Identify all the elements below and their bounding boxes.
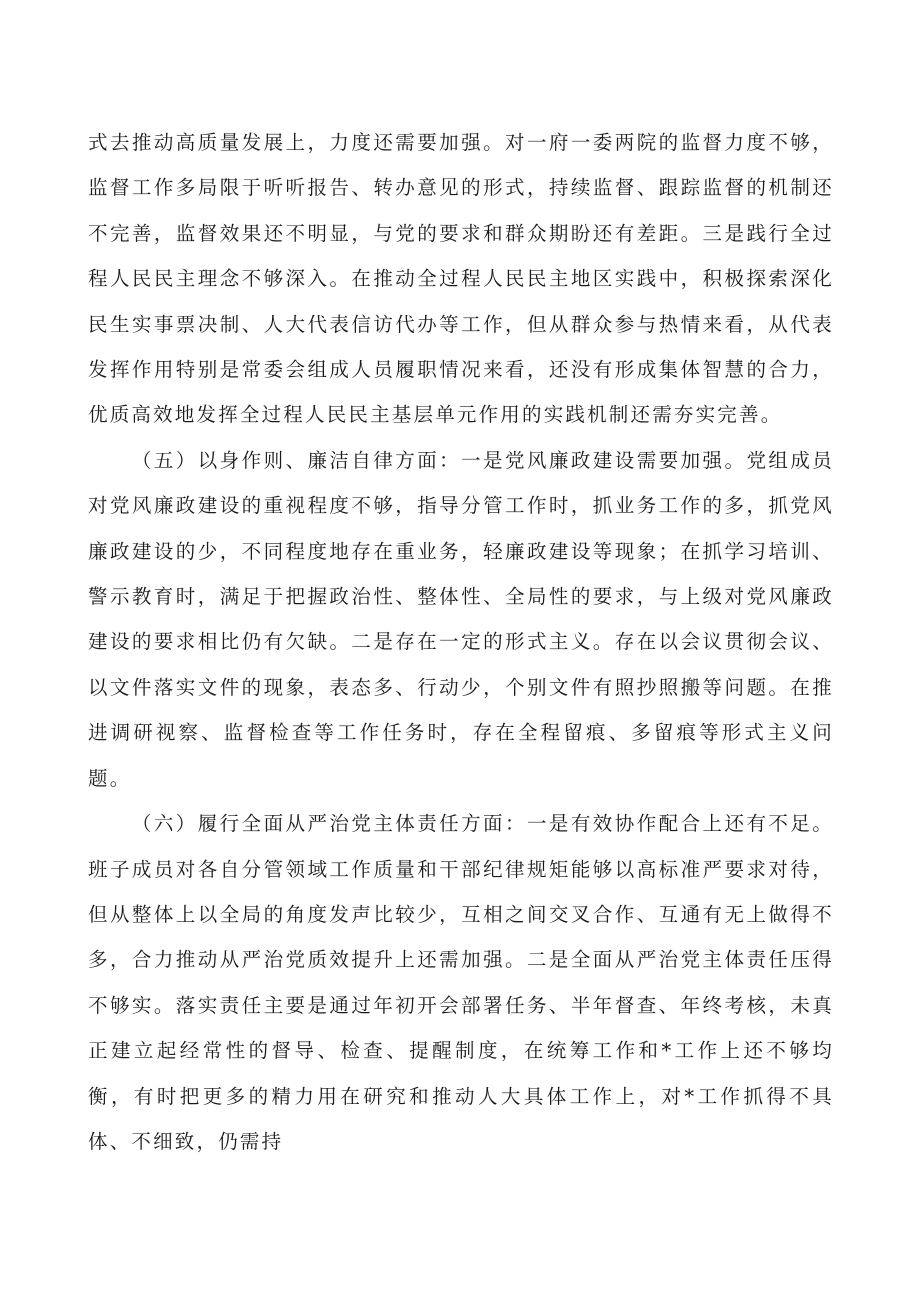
paragraph-section-5: （五）以身作则、廉洁自律方面：一是党风廉政建设需要加强。党组成员对党风廉政建设的重视程度不够，指导分管工作时，抓业务工作的多，抓党风廉政建设的少，不同程度地存在重业务，轻廉政建设等现象；在抓学习培训、警示教育时，满足于把握政治性、整体性、全局性的要求，与上级对党风廉政建设的要求相比仍有欠缺。二是存在一定的形式主义。存在以会议贯彻会议、以文件落实文件的现象，表态多、行动少，个别文件有照抄照搬等问题。在推进调研视察、监督检查等工作任务时，存在全程留痕、多留痕等形式主义问题。 — [88, 448, 834, 790]
paragraph-continuation: 式去推动高质量发展上，力度还需要加强。对一府一委两院的监督力度不够，监督工作多局限于听听报告、转办意见的形式，持续监督、跟踪监督的机制还不完善，监督效果还不明显，与党的要求和群众期盼还有差距。三是践行全过程人民民主理念不够深入。在推动全过程人民民主地区实践中，积极探索深化民生实事票决制、人大代表信访代办等工作，但从群众参与热情来看，从代表发挥作用特别是常委会组成人员履职情况来看，还没有形成集体智慧的合力，优质高效地发挥全过程人民民主基层单元作用的实践机制还需夯实完善。 — [88, 131, 834, 427]
document-body — [88, 120, 834, 1164]
paragraph-section-6: （六）履行全面从严治党主体责任方面：一是有效协作配合上还有不足。班子成员对各自分管领域工作质量和干部纪律规矩能够以高标准严要求对待，但从整体上以全局的角度发声比较少，互相之间交叉合作、互通有无上做得不多，合力推动从严治党质效提升上还需加强。二是全面从严治党主体责任压得不够实。落实责任主要是通过年初开会部署任务、半年督查、年终考核，未真正建立起经常性的督导、检查、提醒制度，在统筹工作和*工作上还不够均衡，有时把更多的精力用在研究和推动人大具体工作上，对*工作抓得不具体、不细致，仍需持 — [88, 812, 834, 1153]
